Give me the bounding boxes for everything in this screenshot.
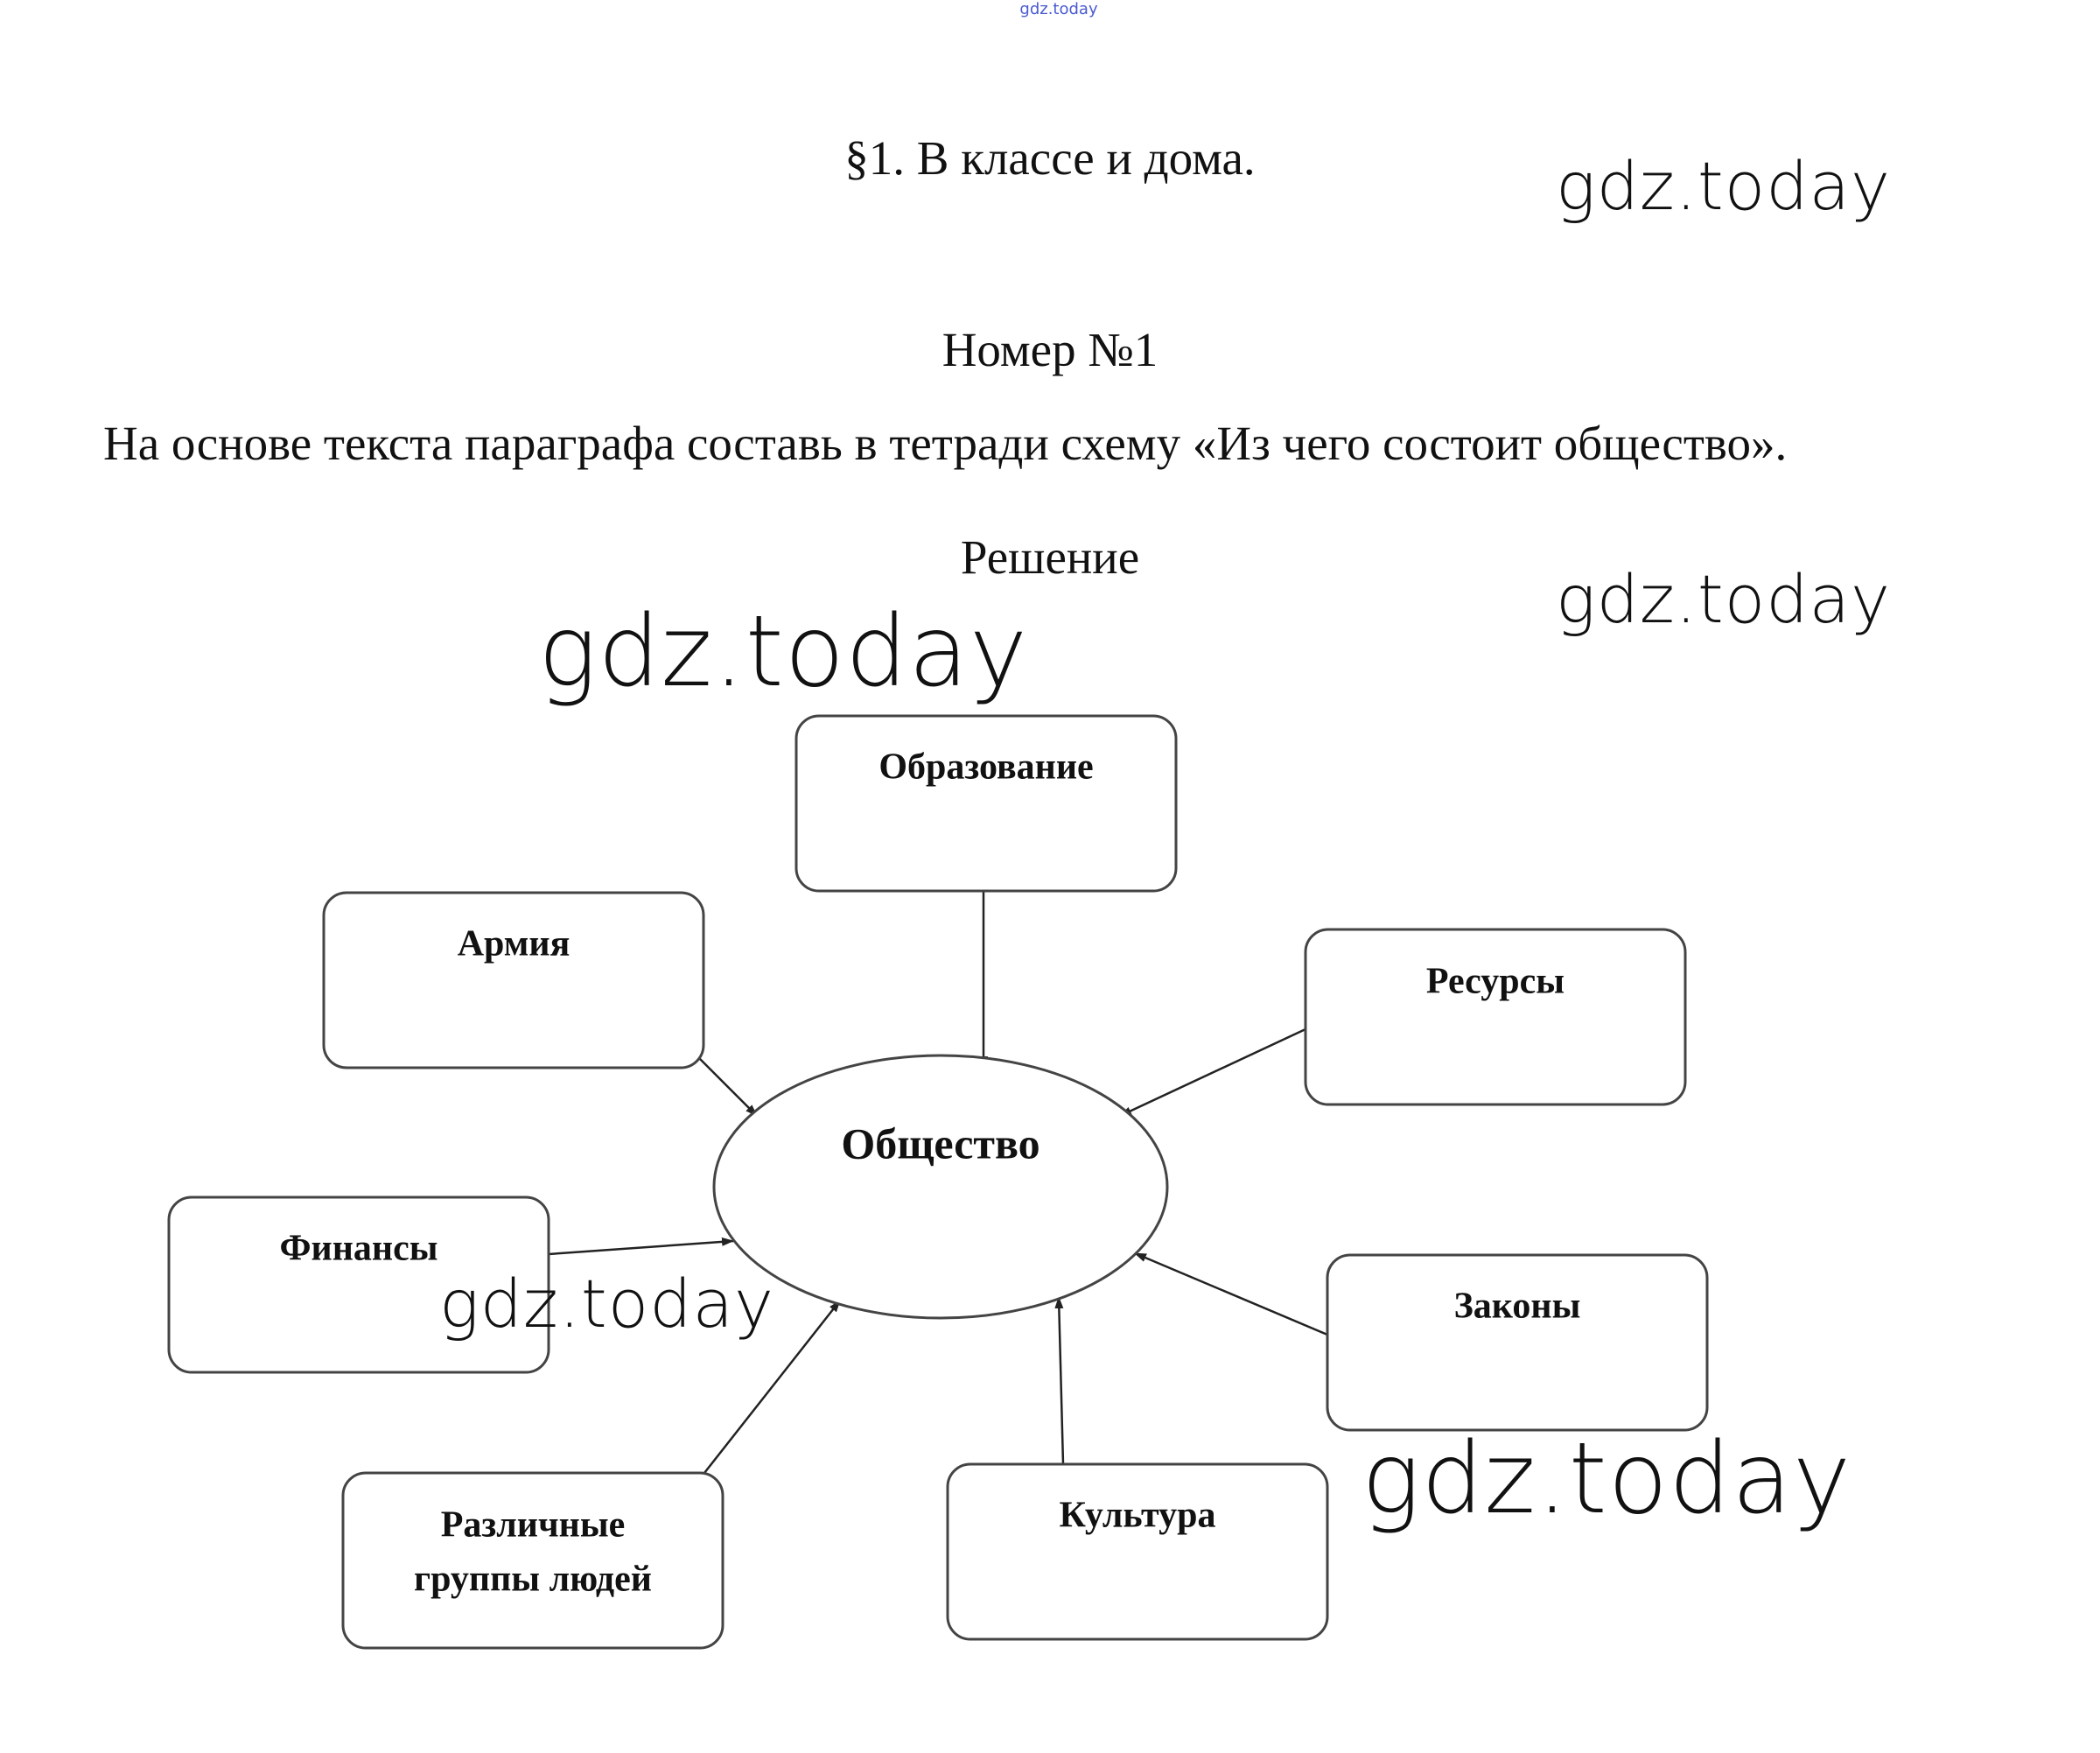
watermark: gdz.today <box>538 595 1029 709</box>
watermark: gdz.today <box>439 1265 774 1343</box>
edge-army-to-center <box>696 1055 757 1116</box>
edge-culture-to-center <box>1059 1297 1063 1464</box>
node-label: Финансы <box>279 1228 438 1269</box>
section-title: §1. В классе и дома. <box>844 131 1256 185</box>
edge-resources-to-center <box>1120 1029 1306 1116</box>
node-box <box>796 716 1176 891</box>
solution-heading: Решение <box>960 530 1140 584</box>
node-army <box>324 893 704 1068</box>
center-ellipse <box>714 1055 1167 1318</box>
top-watermark: gdz.today <box>1019 0 1098 18</box>
watermark: gdz.today <box>1556 560 1891 638</box>
watermark: gdz.today <box>1362 1422 1852 1536</box>
edge-laws-to-center <box>1135 1253 1327 1335</box>
node-culture <box>948 1464 1327 1639</box>
exercise-number: Номер №1 <box>942 323 1158 376</box>
node-groups <box>343 1473 723 1648</box>
node-box <box>1327 1255 1707 1430</box>
node-resources <box>1306 929 1685 1104</box>
task-text: На основе текста параграфа составь в тетради схему «Из чего состоит общество». <box>103 417 1788 470</box>
node-box <box>948 1464 1327 1639</box>
center-label: Общество <box>841 1118 1040 1168</box>
node-label: Законы <box>1453 1286 1581 1327</box>
node-laws <box>1327 1255 1707 1430</box>
node-label: Различные <box>440 1504 626 1546</box>
node-education <box>796 716 1176 891</box>
node-label: Образование <box>878 747 1094 788</box>
node-box <box>324 893 704 1068</box>
node-label: Культура <box>1059 1495 1216 1536</box>
node-box <box>1306 929 1685 1104</box>
watermark: gdz.today <box>1556 147 1891 225</box>
node-label: Ресурсы <box>1425 961 1565 1002</box>
edge-finance-to-center <box>549 1241 733 1254</box>
node-label: Армия <box>457 923 570 964</box>
node-label: группы людей <box>414 1559 652 1600</box>
center-node <box>714 1055 1167 1318</box>
